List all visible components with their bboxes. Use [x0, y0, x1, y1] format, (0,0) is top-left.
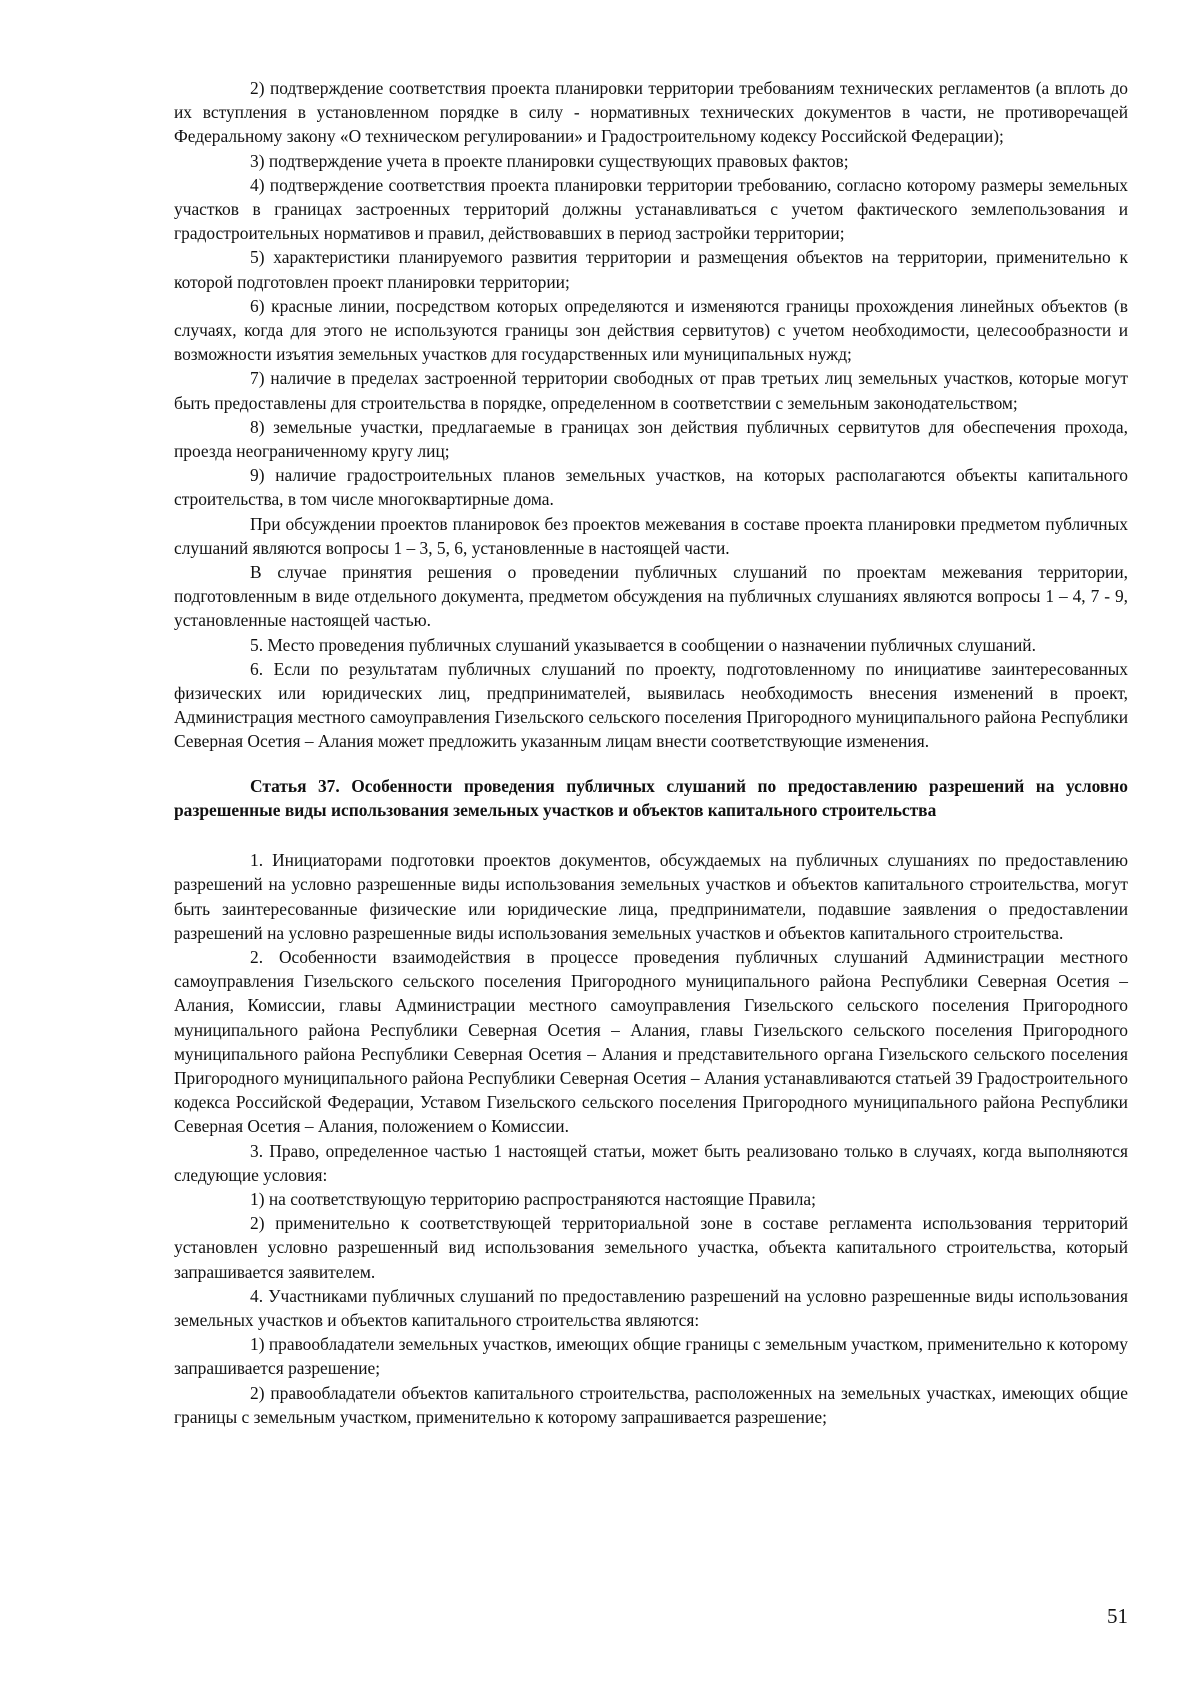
paragraph: 7) наличие в пределах застроенной территории свободных от прав третьих лиц земельных участков, которые могут быть предоставлены для строительства в порядке, определенном в соответствии с земельным законодательством; [174, 368, 1128, 413]
paragraph: 1) на соответствующую территорию распространяются настоящие Правила; [250, 1188, 816, 1209]
paragraph: 6) красные линии, посредством которых определяются и изменяются границы прохождения линейных объектов (в случаях, когда для этого не используются границы зон действия сервитутов) с учетом необходимости, целесообразности и возможности изъятия земельных участков для государственных или муниципальных нужд; [174, 295, 1128, 365]
paragraph: 1. Инициаторами подготовки проектов документов, обсуждаемых на публичных слушаниях по предоставлению разрешений на условно разрешенные виды использования земельных участков и объектов капитального строительства, могут быть заинтересованные физические или юридические лица, предприниматели, подавшие заявления о предоставлении разрешений на условно разрешенные виды использования земельных участков и объектов капитального строительства. [174, 850, 1128, 943]
paragraph: 2. Особенности взаимодействия в процессе проведения публичных слушаний Администрации местного самоуправления Гизельского сельского поселения Пригородного муниципального района Республики Северная Осетия – Алания, Комиссии, главы Администрации местного самоуправления Гизельского сельского поселения Пригородного муниципального района Республики Северная Осетия – Алания, главы Гизельского сельского поселения Пригородного муниципального района Республики Северная Осетия – Алания и представительного органа Гизельского сельского поселения Пригородного муниципального района Республики Северная Осетия – Алания устанавливаются статьей 39 Градостроительного кодекса Российской Федерации, Уставом Гизельского сельского поселения Пригородного муниципального района Республики Северная Осетия – Алания, положением о Комиссии. [174, 946, 1128, 1137]
paragraph: В случае принятия решения о проведении публичных слушаний по проектам межевания территории, подготовленным в виде отдельного документа, предметом обсуждения на публичных слушаниях являются вопросы 1 – 4, 7 - 9, установленные настоящей частью. [174, 562, 1128, 631]
paragraph: 3. Право, определенное частью 1 настоящей статьи, может быть реализовано только в случаях, когда выполняются следующие условия: [174, 1140, 1128, 1185]
paragraph: 2) правообладатели объектов капитального строительства, расположенных на земельных участках, имеющих общие границы с земельным участком, применительно к которому запрашивается разрешение; [174, 1382, 1128, 1427]
paragraphs-top [174, 76, 1128, 754]
paragraph: 2) подтверждение соответствия проекта планировки территории требованиям технических регламентов (а вплоть до их вступления в установленном порядке в силу - нормативных технических документов в части, не противоречащей Федеральному закону «О техническом регулировании» и Градостроительному кодексу Российской Федерации); [174, 78, 1128, 147]
paragraph: 9) наличие градостроительных планов земельных участков, на которых располагаются объекты капитального строительства, в том числе многоквартирные дома. [174, 465, 1128, 510]
paragraph: 1) правообладатели земельных участков, имеющих общие границы с земельным участком, применительно к которому запрашивается разрешение; [174, 1334, 1128, 1379]
paragraph: 2) применительно к соответствующей территориальной зоне в составе регламента использования территорий установлен условно разрешенный вид использования земельного участка, объекта капитального строительства, который запрашивается заявителем. [174, 1213, 1128, 1282]
page-number: 51 [1107, 1604, 1128, 1628]
paragraph: 5) характеристики планируемого развития территории и размещения объектов на территории, применительно к которой подготовлен проект планировки территории; [174, 247, 1128, 292]
paragraph: 8) земельные участки, предлагаемые в границах зон действия публичных сервитутов для обеспечения прохода, проезда неограниченному кругу лиц; [174, 416, 1128, 462]
paragraph: 4) подтверждение соответствия проекта планировки территории требованию, согласно которому размеры земельных участков в границах застроенных территорий должны устанавливаться с учетом фактического землепользования и градостроительных нормативов и правил, действовавших в период застройки территории; [174, 174, 1128, 244]
paragraph: 3) подтверждение учета в проекте планировки существующих правовых фактов; [250, 150, 849, 171]
paragraph: При обсуждении проектов планировок без проектов межевания в составе проекта планировки предметом публичных слушаний являются вопросы 1 – 3, 5, 6, установленные в настоящей части. [174, 513, 1128, 558]
document-page [174, 76, 1128, 1429]
paragraph: 5. Место проведения публичных слушаний указывается в сообщении о назначении публичных слушаний. [250, 634, 1036, 655]
paragraph: 6. Если по результатам публичных слушаний по проекту, подготовленному по инициативе заинтересованных физических или юридических лиц, предпринимателей, выявилась необходимость внесения изменений в проект, Администрация местного самоуправления Гизельского сельского поселения Пригородного муниципального района Республики Северная Осетия – Алания может предложить указанным лицам внести соответствующие изменения. [174, 658, 1128, 752]
paragraphs-bottom [174, 848, 1128, 1429]
article-heading: Статья 37. Особенности проведения публичных слушаний по предоставлению разрешений на условно разрешенные виды использования земельных участков и объектов капитального строительства [174, 775, 1128, 820]
paragraph: 4. Участниками публичных слушаний по предоставлению разрешений на условно разрешенные виды использования земельных участков и объектов капитального строительства являются: [174, 1285, 1128, 1330]
